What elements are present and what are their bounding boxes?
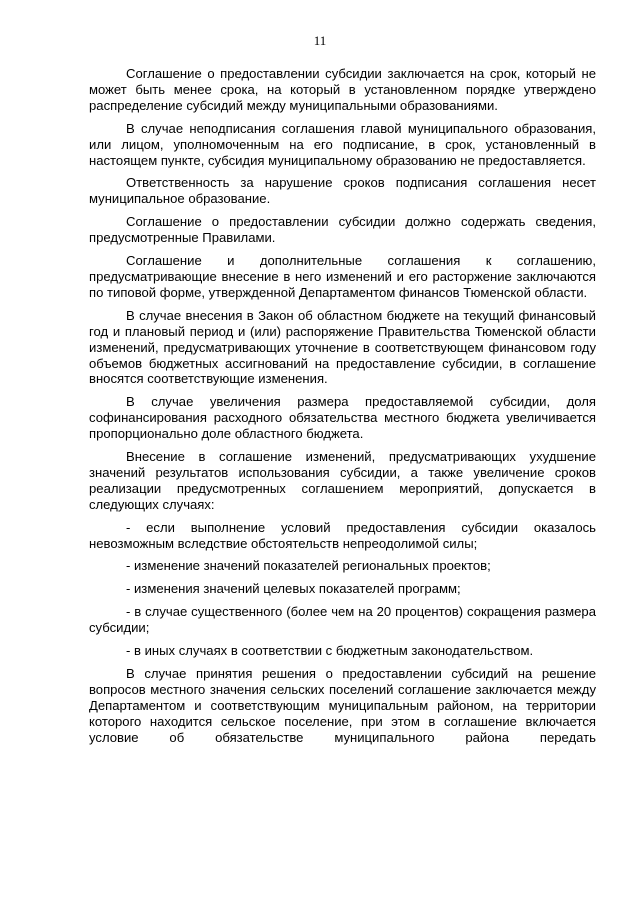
paragraph: В случае увеличения размера предоставляемой субсидии, доля софинансирования расходного обязательства местного бюджета увеличивается пропорционально доле областного бюджета. xyxy=(89,394,596,442)
list-item: - в случае существенного (более чем на 20 процентов) сокращения размера субсидии; xyxy=(89,604,596,636)
paragraph: Внесение в соглашение изменений, предусматривающих ухудшение значений результатов использования субсидии, а также увеличение сроков реализации предусмотренных соглашением мероприятий, допускается в следующих случаях: xyxy=(89,449,596,512)
paragraph: Соглашение о предоставлении субсидии должно содержать сведения, предусмотренные Правилами. xyxy=(89,214,596,246)
paragraph: Ответственность за нарушение сроков подписания соглашения несет муниципальное образование. xyxy=(89,175,596,207)
paragraph: Соглашение и дополнительные соглашения к соглашению, предусматривающие внесение в него изменений и его расторжение заключаются по типовой форме, утвержденной Департаментом финансов Тюменской области. xyxy=(89,253,596,300)
list-item: - если выполнение условий предоставления субсидии оказалось невозможным вследствие обстоятельств непреодолимой силы; xyxy=(89,519,596,551)
paragraph: В случае неподписания соглашения главой муниципального образования, или лицом, уполномоченным на его подписание, в срок, установленный в настоящем пункте, субсидия муниципальному образованию не предоставляется. xyxy=(89,120,596,168)
list-item: - изменения значений целевых показателей программ; xyxy=(126,581,461,597)
paragraph: В случае внесения в Закон об областном бюджете на текущий финансовый год и плановый период и (или) распоряжение Правительства Тюменской области изменений, предусматривающих уточнение в соответствующем финансовом году объемов бюджетных ассигнований на предоставление субсидии, в соглашение вносятся соответствующие изменения. xyxy=(89,307,596,387)
list-item: - в иных случаях в соответствии с бюджетным законодательством. xyxy=(126,643,534,659)
page-number: 11 xyxy=(313,33,327,48)
document-body xyxy=(89,66,596,753)
paragraph: Соглашение о предоставлении субсидии заключается на срок, который не может быть менее срока, на который в установленном порядке утверждено распределение субсидий между муниципальными образованиями. xyxy=(89,66,596,113)
paragraph: В случае принятия решения о предоставлении субсидий на решение вопросов местного значения сельских поселений соглашение заключается между Департаментом и соответствующим муниципальным районом, на территории которого находится сельское поселение, при этом в соглашение включается условие об обязательстве муниципального района передать xyxy=(89,666,596,745)
list-item: - изменение значений показателей региональных проектов; xyxy=(126,558,491,574)
